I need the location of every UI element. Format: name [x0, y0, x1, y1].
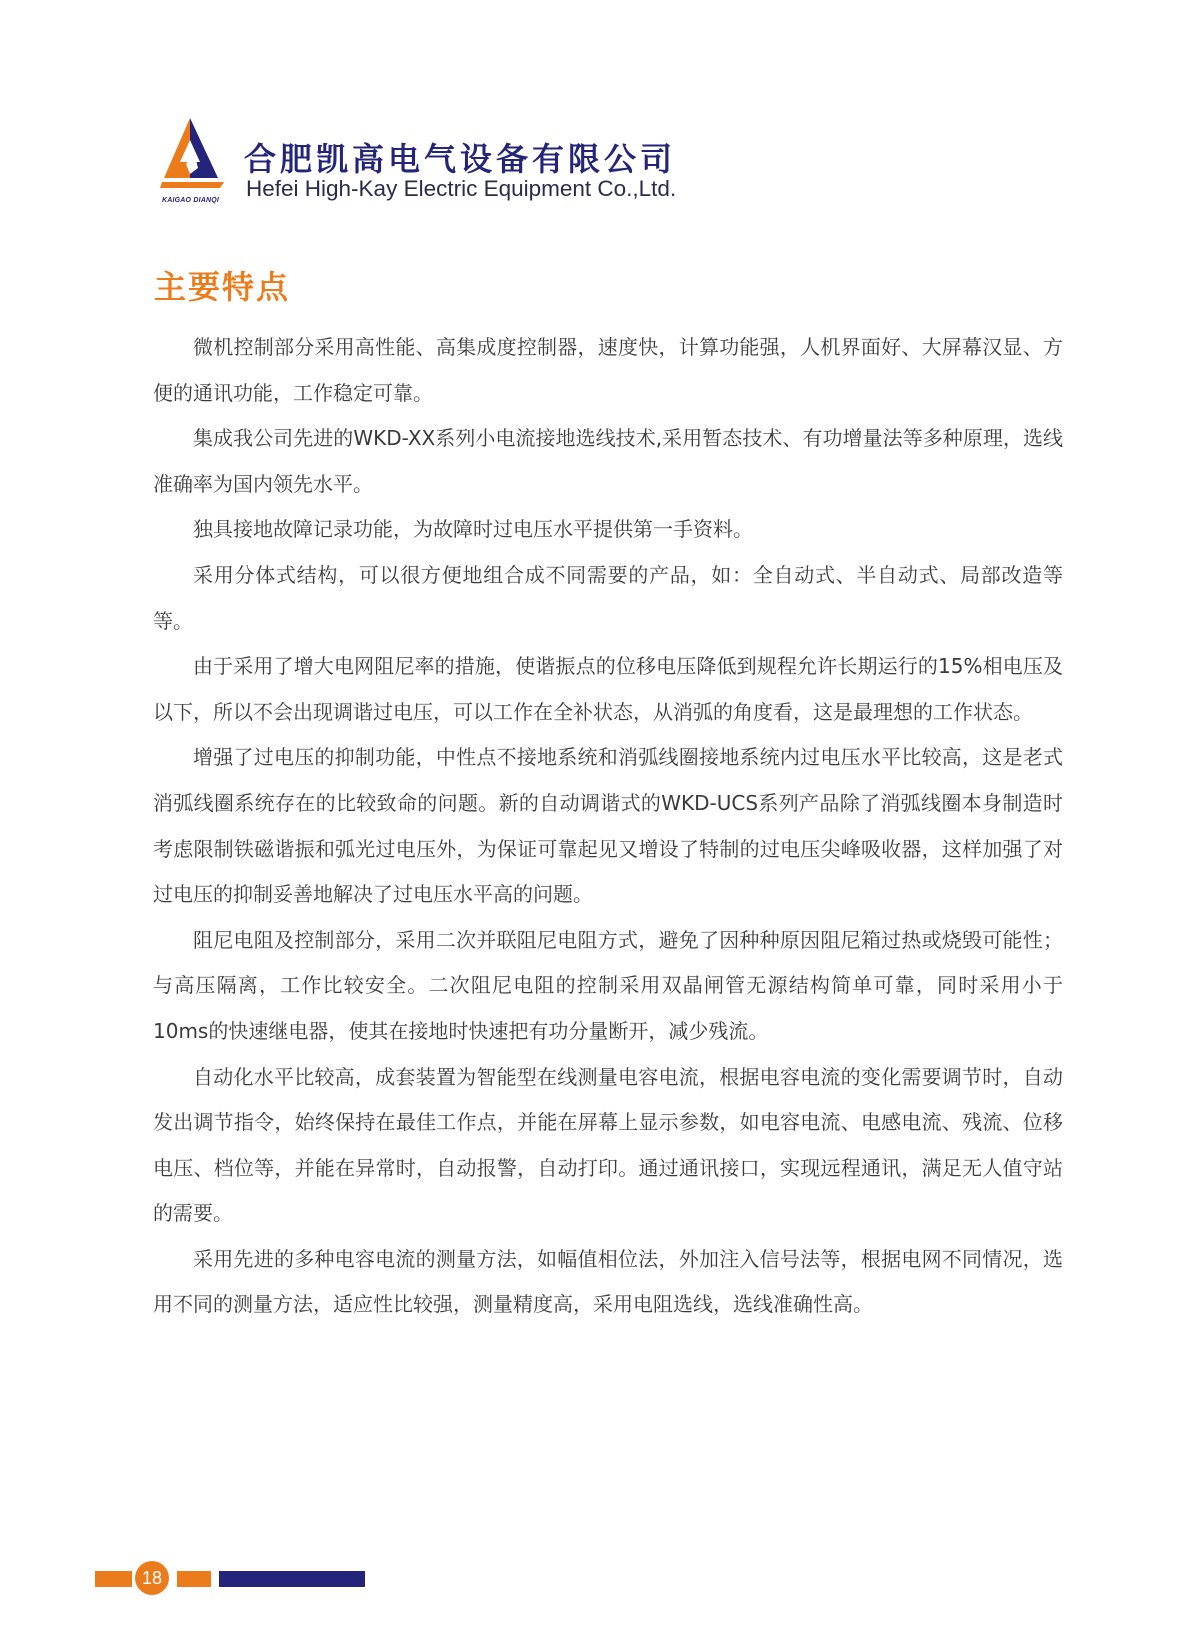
feature-paragraph: 增强了过电压的抑制功能，中性点不接地系统和消弧线圈接地系统内过电压水平比较高，这是老式消弧线圈系统存在的比较致命的问题。新的自动调谐式的WKD-UCS系列产品除了消弧线圈本身制造时考虑限制铁磁谐振和弧光过电压外，为保证可靠起见又增设了特制的过电压尖峰吸收器，这样加强了对过电压的抑制妥善地解决了过电压水平高的问题。: [153, 745, 1063, 907]
logo-caption: KAIGAO DIANQI: [162, 197, 220, 204]
company-name-cn: 合肥凯高电气设备有限公司: [244, 140, 677, 178]
company-name-en: Hefei High-Kay Electric Equipment Co.,Ltd.: [246, 176, 677, 201]
section-title: 主要特点: [154, 268, 291, 306]
feature-paragraph: 集成我公司先进的WKD-XX系列小电流接地选线技术,采用暂态技术、有功增量法等多种原理，选线准确率为国内领先水平。: [153, 426, 1063, 496]
page-footer: [95, 1561, 375, 1597]
footer-accent-bar: [95, 1571, 132, 1587]
feature-paragraph: 采用先进的多种电容电流的测量方法，如幅值相位法，外加注入信号法等，根据电网不同情况，选用不同的测量方法，适应性比较强，测量精度高，采用电阻选线，选线准确性高。: [153, 1246, 1063, 1317]
feature-paragraph: 阻尼电阻及控制部分，采用二次并联阻尼电阻方式，避免了因种种原因阻尼箱过热或烧毁可能性；与高压隔离，工作比较安全。二次阻尼电阻的控制采用双晶闸管无源结构简单可靠，同时采用小于10ms的快速继电器，使其在接地时快速把有功分量断开，减少残流。: [153, 927, 1063, 1043]
feature-paragraph: 自动化水平比较高，成套装置为智能型在线测量电容电流，根据电容电流的变化需要调节时，自动发出调节指令，始终保持在最佳工作点，并能在屏幕上显示参数，如电容电流、电感电流、残流、位移电压、档位等，并能在异常时，自动报警，自动打印。通过通讯接口，实现远程通讯，满足无人值守站的需要。: [153, 1064, 1063, 1226]
feature-paragraph: 采用分体式结构，可以很方便地组合成不同需要的产品，如：全自动式、半自动式、局部改造等等。: [153, 562, 1063, 633]
feature-paragraph: 独具接地故障记录功能，为故障时过电压水平提供第一手资料。: [193, 517, 753, 542]
page-number: 18: [135, 1561, 169, 1595]
footer-brand-bar: [219, 1571, 365, 1587]
footer-accent-bar: [177, 1571, 211, 1587]
feature-list: [153, 325, 1063, 1328]
page-header: [160, 112, 760, 212]
feature-paragraph: 微机控制部分采用高性能、高集成度控制器，速度快，计算功能强，人机界面好、大屏幕汉显、方便的通讯功能，工作稳定可靠。: [153, 335, 1063, 405]
company-logo-icon: [160, 116, 226, 196]
feature-paragraph: 由于采用了增大电网阻尼率的措施，使谐振点的位移电压降低到规程允许长期运行的15%相电压及以下，所以不会出现调谐过电压，可以工作在全补状态，从消弧的角度看，这是最理想的工作状态。: [153, 654, 1063, 724]
